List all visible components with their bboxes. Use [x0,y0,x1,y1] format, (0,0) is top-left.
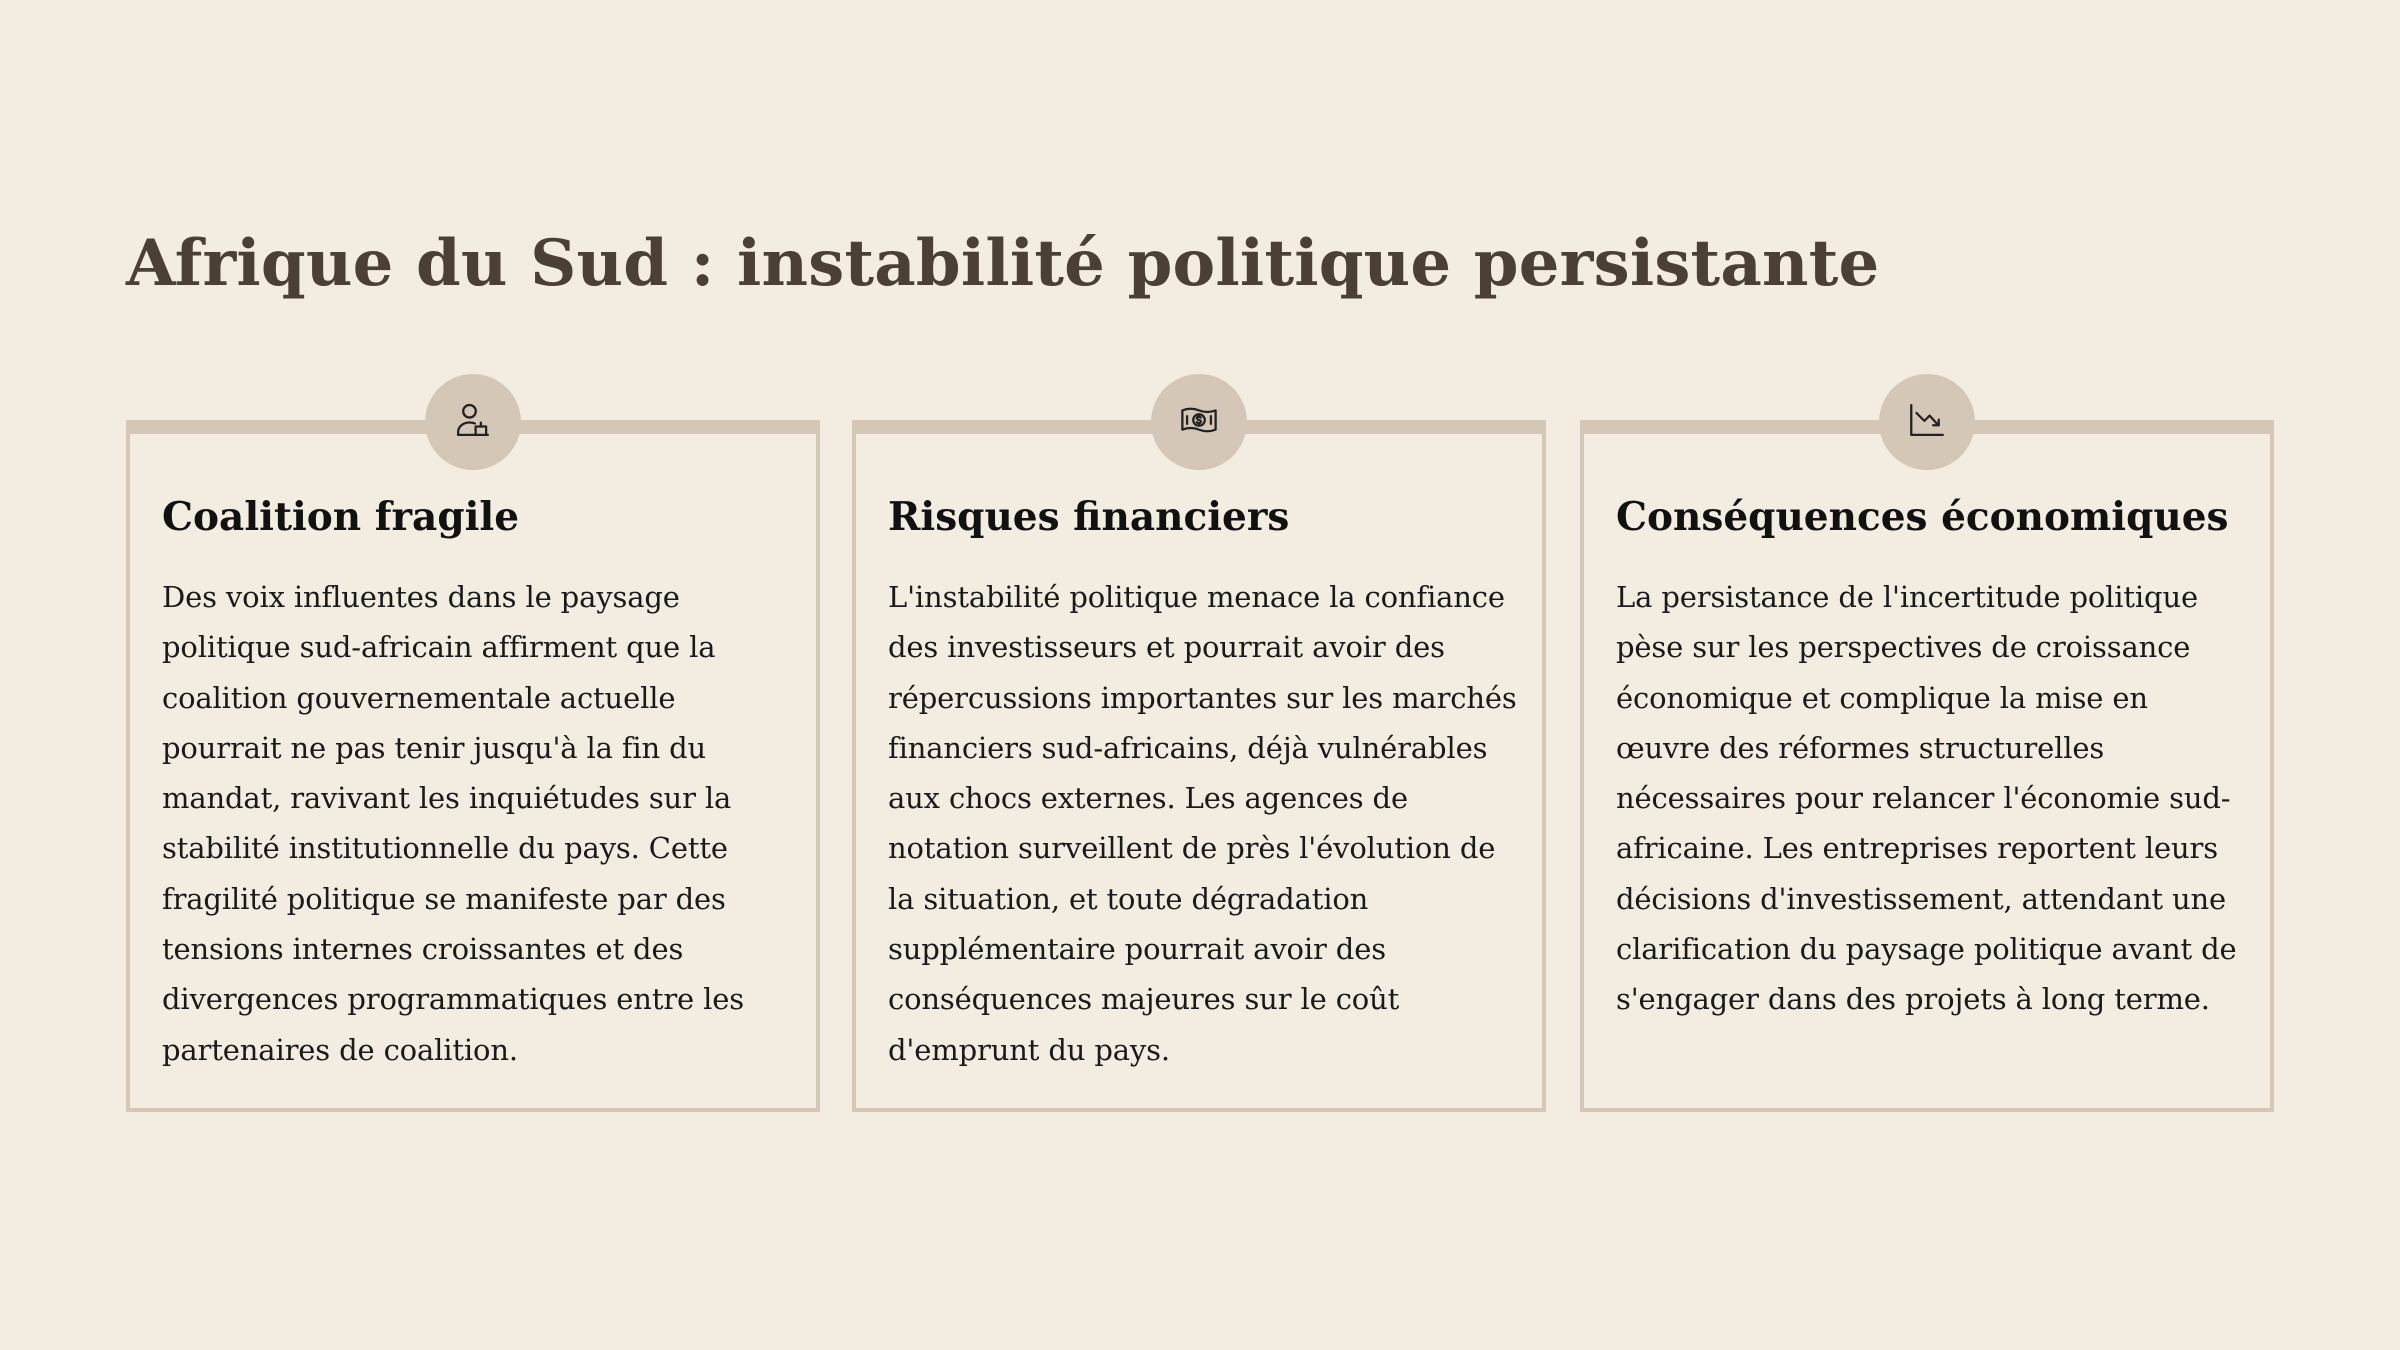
card-body: L'instabilité politique menace la confiance des investisseurs et pourrait avoir des répercussions importantes sur les marchés financiers sud-africains, déjà vulnérables aux chocs externes. Les agences de notation surveillent de près l'évolution de la situation, et toute dégradation supplémentaire pourrait avoir des conséquences majeures sur le coût d'emprunt du pays. [888,580,1517,1067]
card-economic-consequences [1580,420,2274,1112]
card-title: Coalition fragile [162,494,520,540]
cards-container [126,420,2274,1112]
card-title: Risques financiers [888,494,1290,540]
card-title: Conséquences économiques [1616,494,2229,540]
card-body: La persistance de l'incertitude politique pèse sur les perspectives de croissance économique et complique la mise en œuvre des réformes structurelles nécessaires pour relancer l'économie sud-africaine. Les entreprises reportent leurs décisions d'investissement, attendant une clarification du paysage politique avant de s'engager dans des projets à long terme. [1616,580,2237,1017]
chart-trending-down-icon [1906,399,1948,445]
card-icon-badge [425,374,521,470]
card-coalition [126,420,820,1112]
slide-title: Afrique du Sud : instabilité politique persistante [126,226,1880,301]
politician-user-icon [452,399,494,445]
card-body: Des voix influentes dans le paysage politique sud-africain affirment que la coalition gouvernementale actuelle pourrait ne pas tenir jusqu'à la fin du mandat, ravivant les inquiétudes sur la stabilité institutionnelle du pays. Cette fragilité politique se manifeste par des tensions internes croissantes et des divergences programmatiques entre les partenaires de coalition. [162,580,744,1067]
card-icon-badge [1879,374,1975,470]
banknote-dollar-icon [1178,399,1220,445]
card-financial-risks [852,420,1546,1112]
card-icon-badge [1151,374,1247,470]
